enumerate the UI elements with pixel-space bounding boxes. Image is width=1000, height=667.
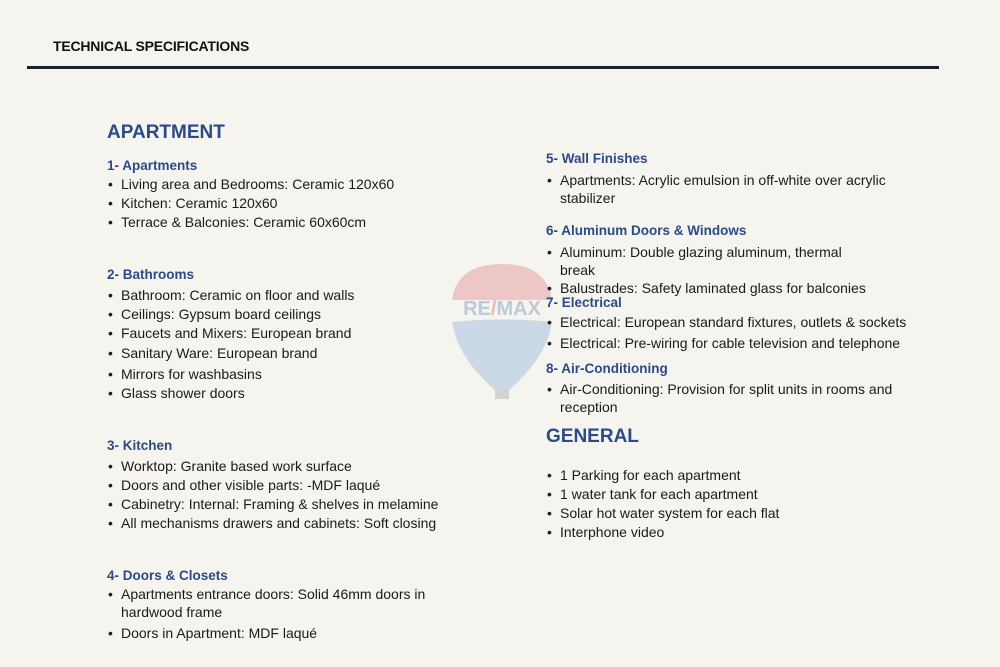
general-list-item xyxy=(547,485,758,503)
item-text: Bathroom: Ceramic on floor and walls xyxy=(121,287,355,303)
list-item xyxy=(108,585,426,621)
general-list-item xyxy=(547,523,665,541)
bullet-icon: • xyxy=(547,486,552,502)
item-text: Electrical: European standard fixtures, outlets & sockets xyxy=(560,314,907,330)
item-text: Air-Conditioning: Provision for split units in rooms and reception xyxy=(560,381,893,415)
list-item xyxy=(108,324,352,342)
apartment-heading: APARTMENT xyxy=(107,122,225,143)
list-item xyxy=(108,305,321,323)
list-item xyxy=(108,624,318,642)
general-list-item xyxy=(547,504,780,522)
item-text: 5- Wall Finishes xyxy=(546,151,648,166)
bullet-icon: • xyxy=(108,496,113,512)
item-text: Mirrors for washbasins xyxy=(121,366,262,382)
bullet-icon: • xyxy=(108,214,113,230)
item-text: All mechanisms drawers and cabinets: Soft closing xyxy=(121,515,437,531)
item-text: Doors in Apartment: MDF laqué xyxy=(121,625,318,641)
list-item xyxy=(547,171,886,207)
bullet-icon: • xyxy=(108,306,113,322)
bullet-icon: • xyxy=(547,314,552,330)
bullet-icon: • xyxy=(547,244,552,260)
list-item xyxy=(108,213,367,231)
item-text: Apartments: Acrylic emulsion in off-white over acrylic stabilizer xyxy=(560,172,886,206)
item-text: Balustrades: Safety laminated glass for balconies xyxy=(560,280,866,296)
bullet-icon: • xyxy=(547,381,552,397)
item-text: 4- Doors & Closets xyxy=(107,568,228,583)
item-text: 7- Electrical xyxy=(546,295,622,310)
item-text: 8- Air-Conditioning xyxy=(546,361,668,376)
list-item xyxy=(547,313,907,331)
list-item xyxy=(108,514,437,532)
item-text: 1 Parking for each apartment xyxy=(560,467,741,483)
item-text: Sanitary Ware: European brand xyxy=(121,345,318,361)
bullet-icon: • xyxy=(547,505,552,521)
section-heading xyxy=(546,361,668,376)
item-text: 2- Bathrooms xyxy=(107,267,195,282)
item-text: Glass shower doors xyxy=(121,385,245,401)
item-text: Faucets and Mixers: European brand xyxy=(121,325,352,341)
item-text: Interphone video xyxy=(560,524,665,540)
header-divider xyxy=(27,66,939,69)
bullet-icon: • xyxy=(108,195,113,211)
item-text: 1- Apartments xyxy=(107,158,198,173)
svg-text:RE/MAX: RE/MAX xyxy=(463,298,541,320)
list-item xyxy=(108,495,439,513)
list-item xyxy=(108,384,245,402)
item-text: Kitchen: Ceramic 120x60 xyxy=(121,195,278,211)
item-text: Apartments entrance doors: Solid 46mm doors in hardwood frame xyxy=(121,586,426,620)
bullet-icon: • xyxy=(108,366,113,382)
section-heading xyxy=(546,151,648,166)
section-heading xyxy=(546,295,622,310)
bullet-icon: • xyxy=(108,287,113,303)
list-item xyxy=(108,365,262,383)
item-text: 3- Kitchen xyxy=(107,438,173,453)
item-text: 6- Aluminum Doors & Windows xyxy=(546,223,747,238)
bullet-icon: • xyxy=(108,515,113,531)
item-text: Terrace & Balconies: Ceramic 60x60cm xyxy=(121,214,367,230)
general-list-item xyxy=(547,466,741,484)
section-heading xyxy=(546,223,746,238)
bullet-icon: • xyxy=(547,280,552,296)
item-text: Worktop: Granite based work surface xyxy=(121,458,352,474)
list-item xyxy=(547,380,893,416)
item-text: Cabinetry: Internal: Framing & shelves in melamine xyxy=(121,496,439,512)
list-item xyxy=(547,334,901,352)
item-text: Living area and Bedrooms: Ceramic 120x60 xyxy=(121,176,395,192)
section-heading xyxy=(107,158,197,173)
bullet-icon: • xyxy=(108,385,113,401)
bullet-icon: • xyxy=(108,586,113,602)
remax-balloon-watermark xyxy=(447,262,557,402)
list-item xyxy=(108,194,278,212)
list-item xyxy=(108,457,352,475)
item-text: Solar hot water system for each flat xyxy=(560,505,780,521)
item-text: Doors and other visible parts: -MDF laqué xyxy=(121,477,381,493)
section-heading xyxy=(107,267,194,282)
section-heading xyxy=(107,568,228,583)
list-item xyxy=(108,344,318,362)
list-item xyxy=(547,243,842,279)
item-text: Ceilings: Gypsum board ceilings xyxy=(121,306,321,322)
general-heading: GENERAL xyxy=(546,426,639,447)
list-item xyxy=(108,175,395,193)
bullet-icon: • xyxy=(547,467,552,483)
bullet-icon: • xyxy=(108,176,113,192)
item-text: 1 water tank for each apartment xyxy=(560,486,758,502)
item-text: Aluminum: Double glazing aluminum, thermal break xyxy=(560,244,842,278)
bullet-icon: • xyxy=(108,458,113,474)
bullet-icon: • xyxy=(108,325,113,341)
bullet-icon: • xyxy=(108,345,113,361)
bullet-icon: • xyxy=(547,172,552,188)
page-title: TECHNICAL SPECIFICATIONS xyxy=(53,38,250,54)
bullet-icon: • xyxy=(547,335,552,351)
list-item xyxy=(108,286,355,304)
bullet-icon: • xyxy=(547,524,552,540)
bullet-icon: • xyxy=(108,477,113,493)
list-item xyxy=(108,476,381,494)
bullet-icon: • xyxy=(108,625,113,641)
section-heading xyxy=(107,438,172,453)
item-text: Electrical: Pre-wiring for cable television and telephone xyxy=(560,335,901,351)
